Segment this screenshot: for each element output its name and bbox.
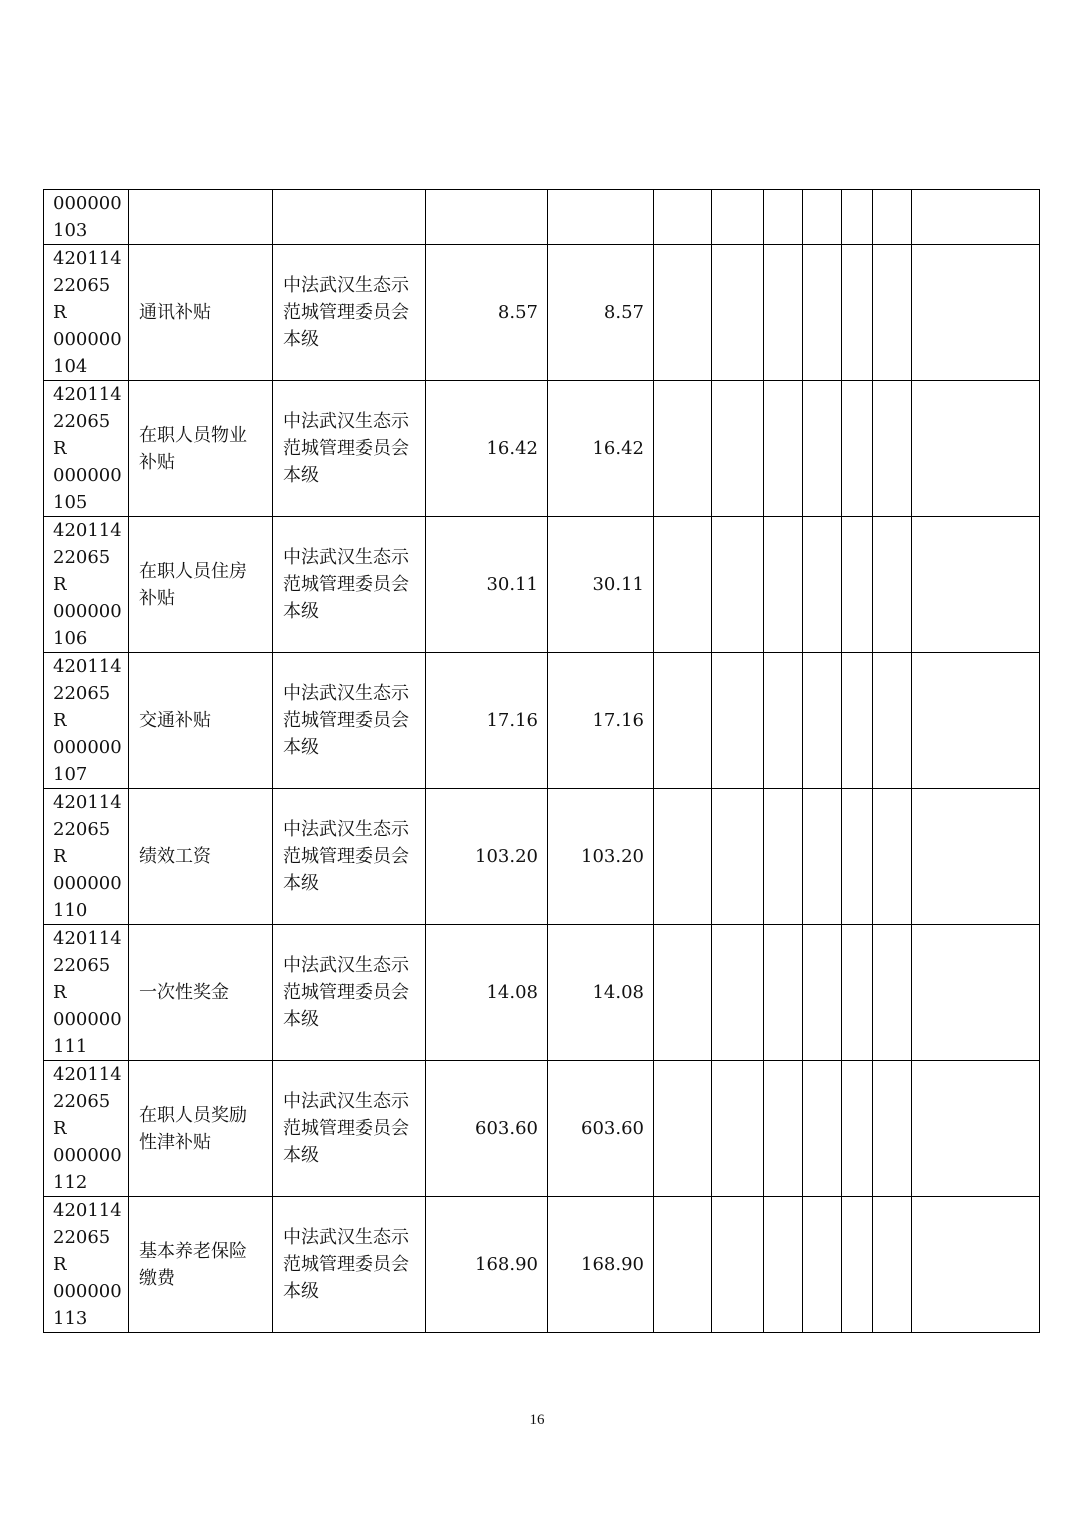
project-code-cell	[44, 789, 129, 925]
empty-cell	[654, 381, 712, 517]
project-code-line: 104	[53, 356, 88, 377]
empty-cell	[842, 381, 873, 517]
empty-cell	[654, 190, 712, 245]
empty-cell	[764, 381, 803, 517]
empty-cell	[712, 1061, 764, 1197]
project-code-line: 420114	[53, 928, 122, 949]
table-row	[44, 1061, 1040, 1197]
project-code-cell	[44, 1061, 129, 1197]
empty-cell	[912, 517, 1040, 653]
empty-cell	[873, 245, 912, 381]
empty-cell	[873, 381, 912, 517]
project-code-line: 22065R	[53, 547, 111, 595]
amount-fiscal-cell: 30.11	[548, 517, 654, 653]
empty-cell	[842, 789, 873, 925]
project-code-line: 000000	[53, 329, 122, 350]
table-row-continued	[44, 190, 1040, 245]
empty-cell	[764, 245, 803, 381]
empty-cell	[912, 381, 1040, 517]
project-code-line: 22065R	[53, 275, 111, 323]
empty-cell	[842, 925, 873, 1061]
project-code-line: 420114	[53, 656, 122, 677]
empty-cell	[803, 1197, 842, 1333]
project-code-line: 107	[53, 764, 88, 785]
table-body	[44, 190, 1040, 1333]
table-row	[44, 245, 1040, 381]
empty-cell	[873, 789, 912, 925]
empty-cell	[654, 925, 712, 1061]
empty-cell	[654, 517, 712, 653]
amount-fiscal-cell: 14.08	[548, 925, 654, 1061]
budget-table	[43, 189, 1040, 1333]
amount-total-cell: 168.90	[426, 1197, 548, 1333]
project-code-line: 000000	[53, 1009, 122, 1030]
project-code-line: 000000	[53, 465, 122, 486]
empty-cell	[654, 1061, 712, 1197]
empty-cell	[842, 190, 873, 245]
empty-cell	[764, 925, 803, 1061]
project-name-cell: 在职人员物业补贴	[129, 381, 273, 517]
empty-cell	[654, 653, 712, 789]
empty-cell	[912, 789, 1040, 925]
project-code-line: 113	[53, 1308, 88, 1329]
project-code-line: 000000	[53, 873, 122, 894]
empty-cell	[803, 517, 842, 653]
empty-cell	[654, 1197, 712, 1333]
amount-total-cell: 16.42	[426, 381, 548, 517]
project-code-line: 000000	[53, 1145, 122, 1166]
empty-cell	[764, 1197, 803, 1333]
empty-cell	[712, 517, 764, 653]
amount-fiscal-cell: 603.60	[548, 1061, 654, 1197]
table-row	[44, 1197, 1040, 1333]
project-code-line: 420114	[53, 792, 122, 813]
empty-cell	[764, 653, 803, 789]
empty-cell	[873, 190, 912, 245]
project-code-cell	[44, 381, 129, 517]
unit-cell: 中法武汉生态示范城管理委员会本级	[273, 381, 426, 517]
project-code-cell	[44, 925, 129, 1061]
empty-cell	[712, 1197, 764, 1333]
empty-cell	[912, 245, 1040, 381]
empty-cell	[764, 517, 803, 653]
empty-cell	[764, 1061, 803, 1197]
amount-fiscal-cell: 168.90	[548, 1197, 654, 1333]
project-code-line: 22065R	[53, 411, 111, 459]
empty-cell	[842, 1061, 873, 1197]
project-code-line: 106	[53, 628, 88, 649]
empty-cell	[803, 653, 842, 789]
project-code-cell	[44, 245, 129, 381]
project-code-cell	[44, 517, 129, 653]
empty-cell	[912, 1197, 1040, 1333]
empty-cell	[873, 653, 912, 789]
empty-cell	[803, 245, 842, 381]
empty-cell	[912, 1061, 1040, 1197]
empty-cell	[842, 1197, 873, 1333]
empty-cell	[873, 517, 912, 653]
empty-cell	[654, 245, 712, 381]
project-name-cell: 交通补贴	[129, 653, 273, 789]
project-code-cell	[44, 1197, 129, 1333]
empty-cell	[873, 925, 912, 1061]
unit-cell: 中法武汉生态示范城管理委员会本级	[273, 653, 426, 789]
unit-cell: 中法武汉生态示范城管理委员会本级	[273, 1061, 426, 1197]
empty-cell	[712, 789, 764, 925]
amount-fiscal-cell: 103.20	[548, 789, 654, 925]
project-code-line: 103	[53, 220, 88, 241]
project-code-line: 105	[53, 492, 88, 513]
amount-total-cell: 17.16	[426, 653, 548, 789]
amount-fiscal-cell	[548, 190, 654, 245]
empty-cell	[712, 653, 764, 789]
empty-cell	[842, 517, 873, 653]
project-name-cell: 通讯补贴	[129, 245, 273, 381]
project-code-line: 000000	[53, 737, 122, 758]
empty-cell	[842, 245, 873, 381]
empty-cell	[764, 190, 803, 245]
table-row	[44, 517, 1040, 653]
empty-cell	[803, 381, 842, 517]
project-code-line: 110	[53, 900, 88, 921]
project-code-line: 420114	[53, 520, 122, 541]
project-code-cell	[44, 653, 129, 789]
project-code-line: 420114	[53, 384, 122, 405]
amount-total-cell: 8.57	[426, 245, 548, 381]
unit-cell: 中法武汉生态示范城管理委员会本级	[273, 789, 426, 925]
table-row	[44, 653, 1040, 789]
project-code-line: 22065R	[53, 683, 111, 731]
project-name-cell: 绩效工资	[129, 789, 273, 925]
empty-cell	[712, 245, 764, 381]
unit-cell	[273, 190, 426, 245]
page-number: 16	[529, 1412, 545, 1428]
amount-fiscal-cell: 8.57	[548, 245, 654, 381]
project-code-line: 000000	[53, 1281, 122, 1302]
table-row	[44, 925, 1040, 1061]
empty-cell	[912, 925, 1040, 1061]
empty-cell	[803, 190, 842, 245]
table-row	[44, 381, 1040, 517]
table-row	[44, 789, 1040, 925]
empty-cell	[912, 653, 1040, 789]
empty-cell	[912, 190, 1040, 245]
project-code-line: 22065R	[53, 955, 111, 1003]
unit-cell: 中法武汉生态示范城管理委员会本级	[273, 245, 426, 381]
empty-cell	[803, 925, 842, 1061]
project-code-line: 420114	[53, 248, 122, 269]
project-code-line: 112	[53, 1172, 88, 1193]
amount-total-cell: 30.11	[426, 517, 548, 653]
empty-cell	[712, 381, 764, 517]
empty-cell	[873, 1197, 912, 1333]
unit-cell: 中法武汉生态示范城管理委员会本级	[273, 517, 426, 653]
project-code-line: 22065R	[53, 1091, 111, 1139]
amount-total-cell	[426, 190, 548, 245]
project-code-line: 420114	[53, 1064, 122, 1085]
project-name-cell: 基本养老保险缴费	[129, 1197, 273, 1333]
amount-fiscal-cell: 16.42	[548, 381, 654, 517]
unit-cell: 中法武汉生态示范城管理委员会本级	[273, 1197, 426, 1333]
amount-total-cell: 14.08	[426, 925, 548, 1061]
project-code-line: 420114	[53, 1200, 122, 1221]
project-name-cell: 一次性奖金	[129, 925, 273, 1061]
empty-cell	[712, 925, 764, 1061]
amount-total-cell: 603.60	[426, 1061, 548, 1197]
project-code-line: 22065R	[53, 819, 111, 867]
project-code-cell	[44, 190, 129, 245]
empty-cell	[803, 789, 842, 925]
empty-cell	[712, 190, 764, 245]
unit-cell: 中法武汉生态示范城管理委员会本级	[273, 925, 426, 1061]
project-name-cell: 在职人员住房补贴	[129, 517, 273, 653]
project-code-line: 22065R	[53, 1227, 111, 1275]
empty-cell	[803, 1061, 842, 1197]
project-code-line: 000000	[53, 601, 122, 622]
amount-fiscal-cell: 17.16	[548, 653, 654, 789]
empty-cell	[873, 1061, 912, 1197]
project-name-cell	[129, 190, 273, 245]
empty-cell	[764, 789, 803, 925]
project-code-line: 000000	[53, 193, 122, 214]
empty-cell	[842, 653, 873, 789]
project-code-line: 111	[53, 1036, 88, 1057]
amount-total-cell: 103.20	[426, 789, 548, 925]
project-name-cell: 在职人员奖励性津补贴	[129, 1061, 273, 1197]
empty-cell	[654, 789, 712, 925]
